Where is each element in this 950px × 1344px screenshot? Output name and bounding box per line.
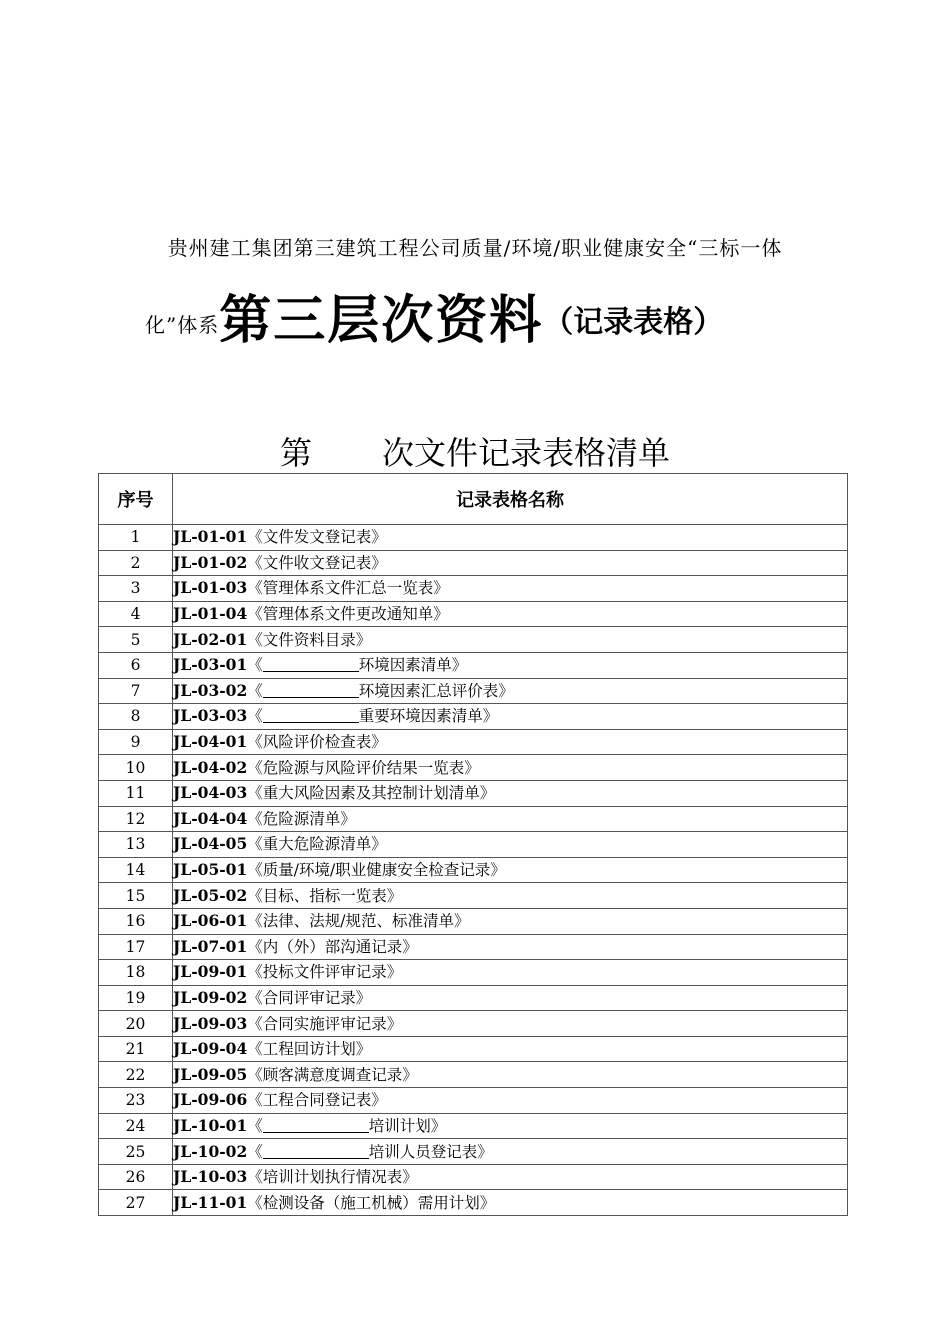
row-seq: 6 [99, 652, 173, 678]
row-seq: 10 [99, 755, 173, 781]
fill-in-blank [263, 1143, 369, 1159]
row-name [173, 1036, 848, 1062]
open-bracket: 《 [247, 681, 263, 700]
row-name [173, 1190, 848, 1216]
row-name [173, 832, 848, 858]
row-seq: 15 [99, 883, 173, 909]
record-title: 培训人员登记表》 [368, 1142, 493, 1161]
table-row [99, 678, 848, 704]
row-seq: 5 [99, 627, 173, 653]
row-name [173, 960, 848, 986]
row-name [173, 1062, 848, 1088]
row-seq: 22 [99, 1062, 173, 1088]
record-title: 培训计划》 [368, 1116, 447, 1135]
row-seq: 12 [99, 806, 173, 832]
open-bracket: 《 [247, 630, 263, 649]
row-name [173, 934, 848, 960]
record-code: JL-01-03 [173, 578, 248, 598]
record-code: JL-03-02 [173, 680, 248, 700]
table-row [99, 729, 848, 755]
record-title: 工程回访计划》 [262, 1040, 372, 1059]
row-name [173, 908, 848, 934]
table-row [99, 908, 848, 934]
record-code: JL-05-02 [173, 885, 248, 905]
document-title: 第三层次资料 [219, 291, 544, 351]
row-seq: 17 [99, 934, 173, 960]
open-bracket: 《 [247, 784, 263, 803]
record-title: 风险评价检查表》 [262, 733, 387, 752]
record-title: 危险源与风险评价结果一览表》 [262, 758, 480, 777]
record-title: 重大风险因素及其控制计划清单》 [262, 784, 496, 803]
open-bracket: 《 [247, 1116, 263, 1135]
row-seq: 16 [99, 908, 173, 934]
open-bracket: 《 [247, 1065, 263, 1084]
record-title: 环境因素清单》 [358, 656, 468, 675]
row-seq: 27 [99, 1190, 173, 1216]
record-code: JL-09-01 [173, 962, 248, 982]
list-title-part1: 第 [279, 434, 312, 472]
table-row [99, 652, 848, 678]
record-code: JL-06-01 [173, 911, 248, 931]
record-title: 目标、指标一览表》 [262, 886, 403, 905]
row-name [173, 704, 848, 730]
row-name [173, 857, 848, 883]
open-bracket: 《 [247, 809, 263, 828]
open-bracket: 《 [247, 1040, 263, 1059]
record-title: 内（外）部沟通记录》 [262, 937, 418, 956]
record-code: JL-03-01 [173, 655, 248, 675]
record-code: JL-03-03 [173, 706, 248, 726]
record-title: 重大危险源清单》 [262, 835, 387, 854]
document-subtitle: （记录表格） [543, 305, 724, 340]
open-bracket: 《 [247, 1168, 263, 1187]
open-bracket: 《 [247, 963, 263, 982]
open-bracket: 《 [247, 605, 263, 624]
record-code: JL-02-01 [173, 629, 248, 649]
table-row [99, 1062, 848, 1088]
list-title [0, 428, 950, 474]
record-title: 投标文件评审记录》 [262, 963, 403, 982]
record-title: 培训计划执行情况表》 [262, 1168, 418, 1187]
record-title: 管理体系文件汇总一览表》 [262, 579, 449, 598]
table-row [99, 576, 848, 602]
row-seq: 9 [99, 729, 173, 755]
document-header-line1: 贵州建工集团第三建筑工程公司质量/环境/职业健康安全“三标一体 [167, 236, 783, 260]
row-name [173, 576, 848, 602]
record-title: 合同实施评审记录》 [262, 1014, 403, 1033]
open-bracket: 《 [247, 835, 263, 854]
row-name [173, 780, 848, 806]
record-code: JL-05-01 [173, 860, 248, 880]
row-name [173, 806, 848, 832]
row-name [173, 729, 848, 755]
table-row [99, 806, 848, 832]
open-bracket: 《 [247, 733, 263, 752]
row-name [173, 883, 848, 909]
open-bracket: 《 [247, 1091, 263, 1110]
record-title: 文件收文登记表》 [262, 553, 387, 572]
table-row [99, 780, 848, 806]
row-name [173, 755, 848, 781]
record-title: 文件资料目录》 [262, 630, 372, 649]
table-row [99, 704, 848, 730]
record-code: JL-10-03 [173, 1167, 248, 1187]
row-name [173, 652, 848, 678]
table-row [99, 550, 848, 576]
row-seq: 23 [99, 1088, 173, 1114]
fill-in-blank [263, 682, 359, 698]
table-row [99, 525, 848, 551]
open-bracket: 《 [247, 707, 263, 726]
list-title-part2: 次文件记录表格清单 [382, 434, 671, 472]
record-title: 合同评审记录》 [262, 988, 372, 1007]
row-seq: 25 [99, 1139, 173, 1165]
row-name [173, 601, 848, 627]
table-row [99, 960, 848, 986]
row-name [173, 1011, 848, 1037]
table-row [99, 985, 848, 1011]
table-row [99, 1139, 848, 1165]
table-row [99, 832, 848, 858]
open-bracket: 《 [247, 758, 263, 777]
table-row [99, 1190, 848, 1216]
row-seq: 11 [99, 780, 173, 806]
row-seq: 14 [99, 857, 173, 883]
open-bracket: 《 [247, 1193, 263, 1212]
row-seq: 24 [99, 1113, 173, 1139]
row-seq: 18 [99, 960, 173, 986]
fill-in-blank [263, 1117, 369, 1133]
table-row [99, 627, 848, 653]
open-bracket: 《 [247, 937, 263, 956]
row-name [173, 550, 848, 576]
record-title: 环境因素汇总评价表》 [358, 681, 514, 700]
row-name [173, 678, 848, 704]
fill-in-blank [263, 707, 359, 723]
record-code: JL-11-01 [173, 1192, 248, 1212]
record-title: 危险源清单》 [262, 809, 356, 828]
open-bracket: 《 [247, 886, 263, 905]
table-row [99, 1036, 848, 1062]
fill-in-blank [263, 656, 359, 672]
record-code: JL-09-05 [173, 1064, 248, 1084]
row-name [173, 525, 848, 551]
row-name [173, 1113, 848, 1139]
record-code: JL-01-04 [173, 604, 248, 624]
row-seq: 13 [99, 832, 173, 858]
table-row [99, 934, 848, 960]
open-bracket: 《 [247, 988, 263, 1007]
table-row [99, 883, 848, 909]
record-code: JL-01-01 [173, 527, 248, 547]
table-row [99, 1113, 848, 1139]
open-bracket: 《 [247, 1014, 263, 1033]
table-row [99, 601, 848, 627]
record-code: JL-01-02 [173, 552, 248, 572]
records-table [98, 473, 848, 1216]
row-seq: 20 [99, 1011, 173, 1037]
record-code: JL-10-01 [173, 1115, 248, 1135]
table-body [99, 525, 848, 1216]
table-row [99, 1164, 848, 1190]
record-code: JL-09-03 [173, 1013, 248, 1033]
table-header-row [99, 474, 848, 525]
row-seq: 19 [99, 985, 173, 1011]
open-bracket: 《 [247, 912, 263, 931]
record-title: 管理体系文件更改通知单》 [262, 605, 449, 624]
row-seq: 2 [99, 550, 173, 576]
record-code: JL-07-01 [173, 936, 248, 956]
record-title: 质量/环境/职业健康安全检查记录》 [262, 861, 506, 880]
record-code: JL-09-02 [173, 987, 248, 1007]
row-name [173, 985, 848, 1011]
document-header-line2 [145, 278, 723, 353]
column-header-name: 记录表格名称 [173, 474, 848, 525]
record-code: JL-04-05 [173, 834, 248, 854]
open-bracket: 《 [247, 528, 263, 547]
open-bracket: 《 [247, 1142, 263, 1161]
record-code: JL-04-02 [173, 757, 248, 777]
open-bracket: 《 [247, 656, 263, 675]
record-code: JL-04-01 [173, 732, 248, 752]
open-bracket: 《 [247, 579, 263, 598]
row-name [173, 1139, 848, 1165]
row-name [173, 1164, 848, 1190]
record-title: 法律、法规/规范、标准清单》 [262, 912, 470, 931]
table-row [99, 1088, 848, 1114]
row-seq: 26 [99, 1164, 173, 1190]
row-seq: 7 [99, 678, 173, 704]
row-name [173, 1088, 848, 1114]
record-title: 顾客满意度调查记录》 [262, 1065, 418, 1084]
record-code: JL-04-03 [173, 783, 248, 803]
row-seq: 8 [99, 704, 173, 730]
table-row [99, 1011, 848, 1037]
row-seq: 1 [99, 525, 173, 551]
record-title: 工程合同登记表》 [262, 1091, 387, 1110]
header-prefix: 化”体系 [145, 313, 220, 337]
column-header-seq: 序号 [99, 474, 173, 525]
record-code: JL-09-04 [173, 1039, 248, 1059]
table-row [99, 857, 848, 883]
row-name [173, 627, 848, 653]
row-seq: 3 [99, 576, 173, 602]
row-seq: 21 [99, 1036, 173, 1062]
record-title: 检测设备（施工机械）需用计划》 [262, 1193, 496, 1212]
record-title: 文件发文登记表》 [262, 528, 387, 547]
row-seq: 4 [99, 601, 173, 627]
record-title: 重要环境因素清单》 [358, 707, 499, 726]
open-bracket: 《 [247, 553, 263, 572]
record-code: JL-10-02 [173, 1141, 248, 1161]
open-bracket: 《 [247, 861, 263, 880]
record-code: JL-04-04 [173, 808, 248, 828]
table-row [99, 755, 848, 781]
record-code: JL-09-06 [173, 1090, 248, 1110]
